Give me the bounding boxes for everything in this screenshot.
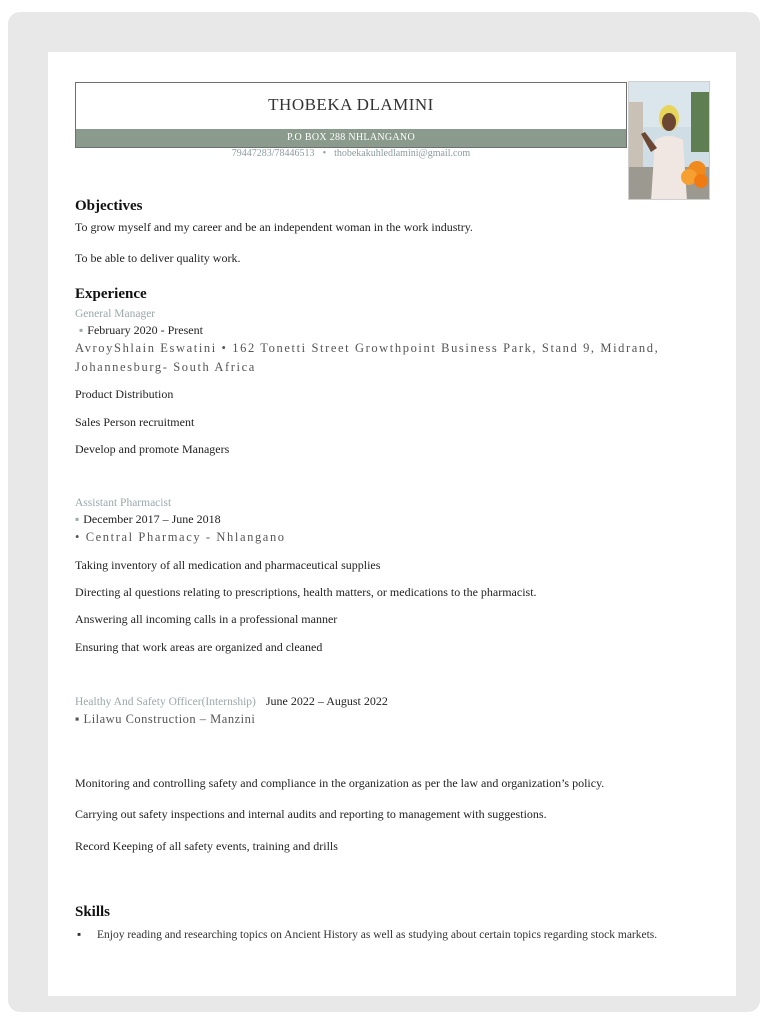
job-duty: Monitoring and controlling safety and compliance in the organization as per the law and organization’s policy. [75, 776, 605, 790]
name-header [75, 82, 627, 148]
job-date-text: February 2020 - Present [87, 323, 203, 337]
job-role: General Manager [75, 308, 156, 320]
candidate-name: THOBEKA DLAMINI [268, 95, 434, 114]
contact-line [75, 148, 627, 159]
job-company: Johannesburg- South Africa [75, 360, 256, 374]
email-address: thobekakuhledlamini@gmail.com [334, 148, 471, 159]
skills-heading: Skills [75, 904, 111, 920]
job-role-line [75, 694, 388, 709]
profile-photo [628, 81, 710, 200]
job-duty: Directing al questions relating to prescriptions, health matters, or medications to the pharmacist. [75, 585, 537, 599]
job-date [75, 512, 221, 527]
phone-number: 79447283/78446513 [231, 148, 315, 159]
job-duty: Product Distribution [75, 387, 174, 401]
job-date [79, 323, 203, 338]
job-duty: Ensuring that work areas are organized and cleaned [75, 640, 323, 654]
bullet-icon: ▪ [79, 323, 84, 337]
objectives-heading: Objectives [75, 198, 143, 214]
experience-heading: Experience [75, 286, 147, 302]
job-duty: Carrying out safety inspections and internal audits and reporting to management with suggestions. [75, 807, 547, 821]
document-frame [8, 12, 760, 1012]
job-duty: Develop and promote Managers [75, 442, 230, 456]
job-duty: Sales Person recruitment [75, 415, 195, 429]
job-duty: Answering all incoming calls in a professional manner [75, 612, 338, 626]
contact-separator: • [322, 148, 327, 159]
skill-item [75, 927, 697, 943]
objective-line: To be able to deliver quality work. [75, 251, 241, 265]
skill-text: Enjoy reading and researching topics on Ancient History as well as studying about certain topics regarding stock markets. [97, 929, 658, 941]
bullet-icon: ▪ [75, 512, 80, 526]
bullet-icon: ▪ [77, 929, 82, 941]
job-company: AvroyShlain Eswatini • 162 Tonetti Street Growthpoint Business Park, Stand 9, Midrand, [75, 341, 660, 355]
job-date-text: June 2022 – August 2022 [265, 694, 388, 708]
job-company: • Central Pharmacy - Nhlangano [75, 530, 286, 544]
job-duty: Taking inventory of all medication and pharmaceutical supplies [75, 558, 381, 572]
job-duty: Record Keeping of all safety events, training and drills [75, 839, 338, 853]
objective-line: To grow myself and my career and be an independent woman in the work industry. [75, 220, 473, 234]
job-role: Assistant Pharmacist [75, 497, 172, 509]
profile-photo-image [629, 82, 710, 200]
job-company: ▪ Lilawu Construction – Manzini [75, 712, 256, 726]
address-bar: P.O BOX 288 NHLANGANO [76, 129, 626, 147]
job-role: Healthy And Safety Officer(Internship) [75, 696, 256, 708]
resume-page [48, 52, 736, 996]
job-date-text: December 2017 – June 2018 [83, 512, 221, 526]
